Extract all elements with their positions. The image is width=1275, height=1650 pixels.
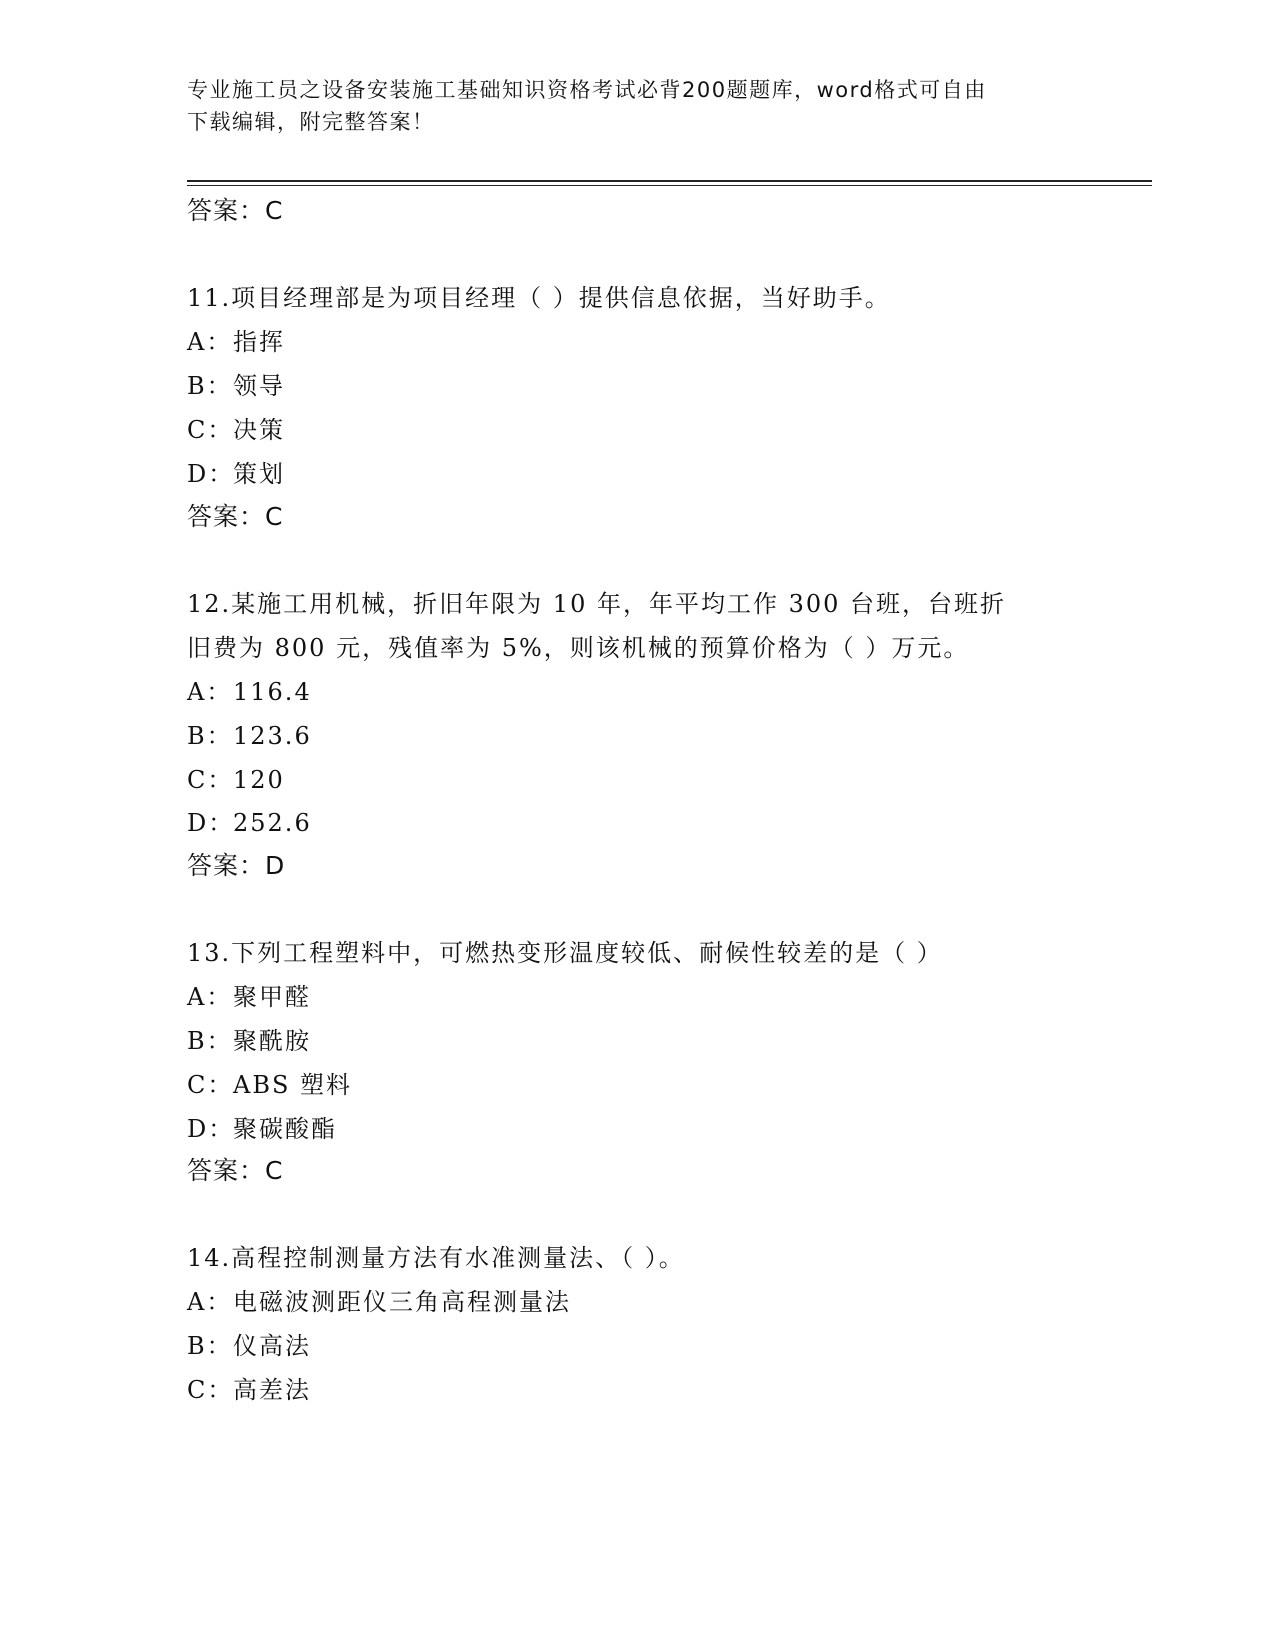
option-letter: B：: [187, 372, 233, 400]
option-line: [187, 1021, 311, 1056]
option-text: 聚碳酸酯: [233, 1115, 337, 1143]
option-letter: C：: [187, 1376, 234, 1404]
document-header: [187, 74, 1087, 138]
option-text: 高差法: [233, 1376, 311, 1404]
option-line: [187, 1282, 571, 1317]
option-text: 聚甲醛: [233, 983, 311, 1011]
answer-line: 答案：D: [187, 851, 286, 880]
option-line: [187, 454, 285, 489]
option-text: 120: [233, 766, 285, 794]
header-line-1: 专业施工员之设备安装施工基础知识资格考试必背200题题库，word格式可自由: [187, 78, 987, 102]
option-letter: D：: [187, 1115, 235, 1143]
option-letter: D：: [187, 809, 235, 837]
option-text: 领导: [233, 372, 285, 400]
option-line: [187, 1109, 337, 1144]
option-line: [187, 410, 285, 445]
option-line: [187, 366, 285, 401]
answer-line: 答案：C: [187, 502, 284, 531]
header-rule-thin: [187, 185, 1152, 186]
option-line: [187, 1065, 352, 1100]
option-letter: C：: [187, 766, 234, 794]
option-letter: B：: [187, 1332, 233, 1360]
header-rule: [187, 180, 1152, 182]
option-letter: A：: [187, 1288, 233, 1316]
option-line: [187, 760, 285, 795]
question-stem-continued: 旧费为 800 元，残值率为 5%，则该机械的预算价格为（ ）万元。: [187, 634, 970, 662]
option-letter: C：: [187, 416, 234, 444]
option-line: [187, 322, 285, 357]
answer-line: 答案：C: [187, 1156, 284, 1185]
option-text: 252.6: [233, 809, 312, 837]
option-letter: A：: [187, 328, 233, 356]
question-stem: 13.下列工程塑料中，可燃热变形温度较低、耐候性较差的是（ ）: [187, 939, 943, 967]
option-line: [187, 977, 311, 1012]
option-line: [187, 1370, 311, 1405]
option-text: 电磁波测距仪三角高程测量法: [233, 1288, 571, 1316]
header-line-2: 下载编辑，附完整答案！: [187, 110, 435, 134]
option-letter: B：: [187, 1027, 233, 1055]
option-letter: D：: [187, 460, 235, 488]
option-text: ABS 塑料: [233, 1071, 353, 1099]
answer-line: 答案：C: [187, 196, 284, 225]
option-text: 123.6: [233, 722, 312, 750]
question-stem: 12.某施工用机械，折旧年限为 10 年，年平均工作 300 台班，台班折: [187, 590, 1007, 618]
option-text: 仪高法: [233, 1332, 311, 1360]
option-text: 116.4: [233, 678, 312, 706]
question-stem: 14.高程控制测量方法有水准测量法、（ ）。: [187, 1244, 685, 1272]
option-letter: A：: [187, 983, 233, 1011]
option-text: 聚酰胺: [233, 1027, 311, 1055]
option-line: [187, 716, 312, 751]
option-line: [187, 672, 312, 707]
option-line: [187, 803, 312, 838]
option-text: 指挥: [233, 328, 285, 356]
option-letter: A：: [187, 678, 233, 706]
option-text: 策划: [233, 460, 285, 488]
option-letter: B：: [187, 722, 233, 750]
option-letter: C：: [187, 1071, 234, 1099]
option-text: 决策: [233, 416, 285, 444]
option-line: [187, 1326, 311, 1361]
question-stem: 11.项目经理部是为项目经理（ ）提供信息依据，当好助手。: [187, 284, 891, 312]
